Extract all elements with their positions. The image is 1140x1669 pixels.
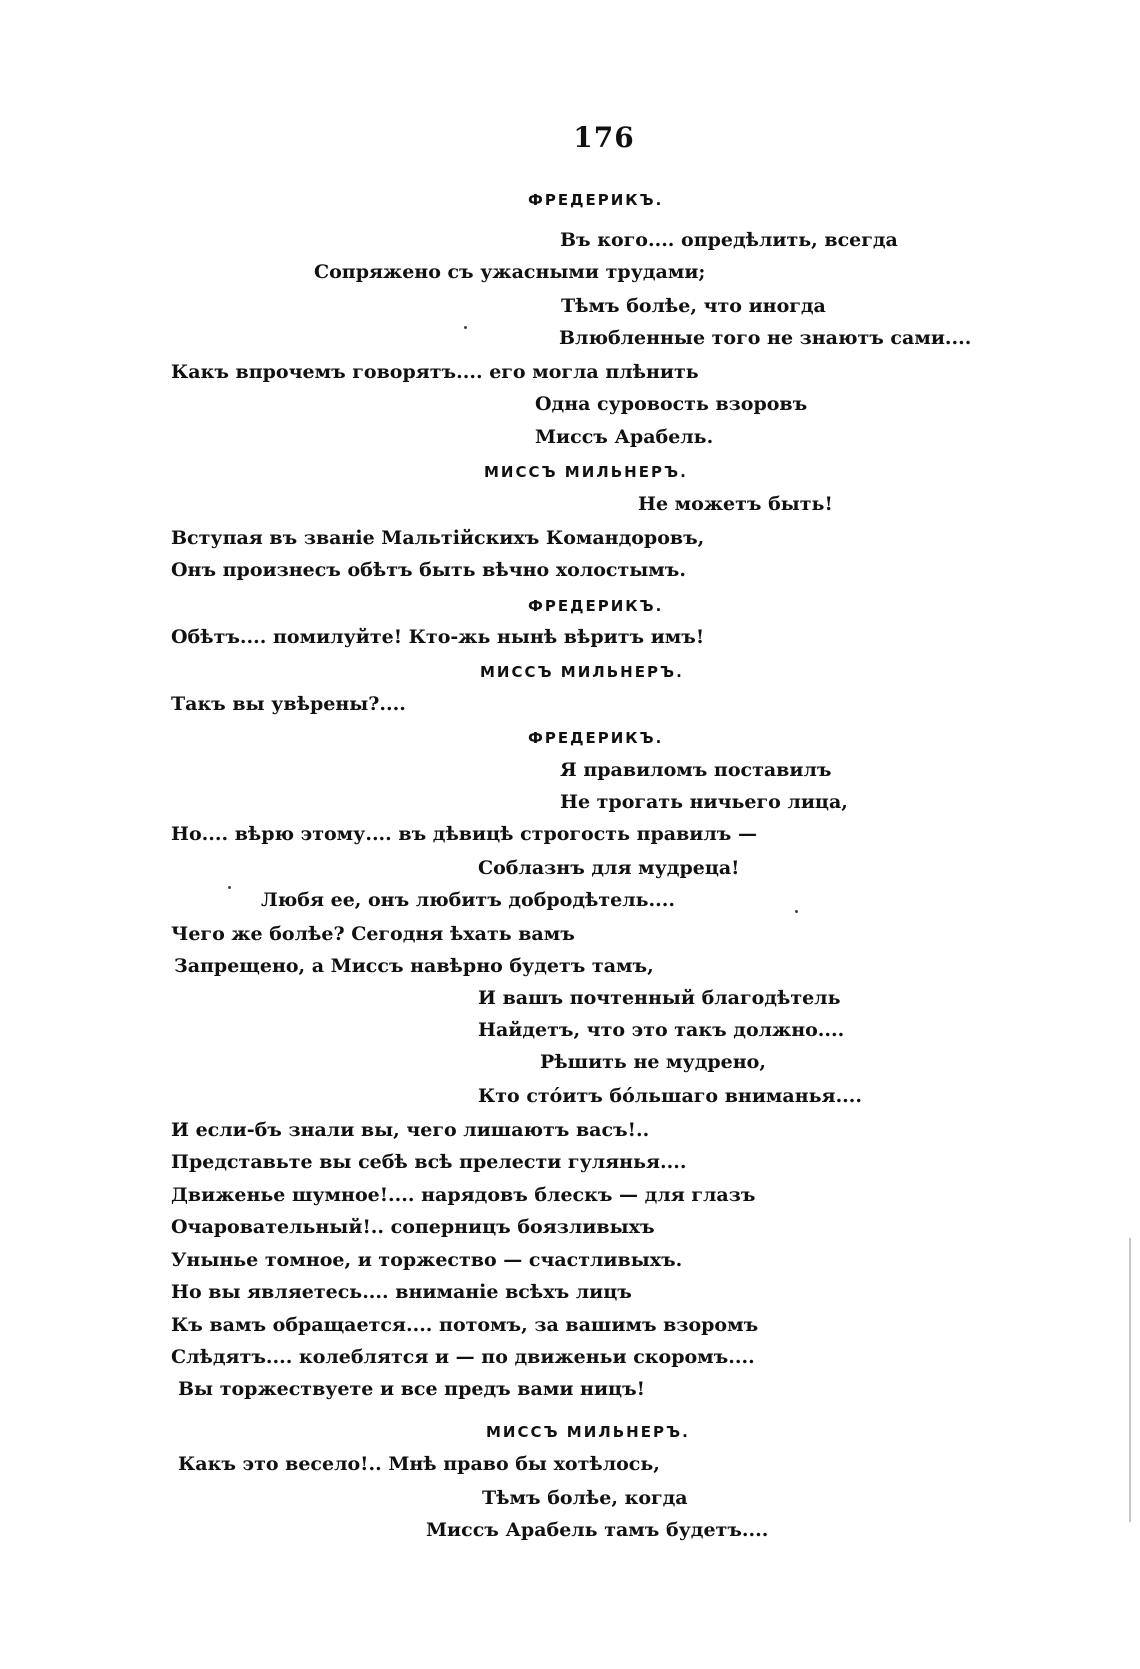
ink-speck — [228, 886, 231, 889]
verse-line: Какъ это весело!.. Мнѣ право бы хотѣлось, — [178, 1453, 660, 1475]
speaker-name: МИССЪ МИЛЬНЕРЪ. — [480, 663, 684, 681]
verse-line: Онъ произнесъ обѣтъ быть вѣчно холостымъ. — [171, 559, 686, 581]
verse-line: Слѣдятъ.... колеблятся и — по движеньи скоромъ.... — [171, 1346, 755, 1368]
verse-line: Не трогать ничьего лица, — [560, 791, 848, 813]
verse-line: Въ кого.... опредѣлить, всегда — [560, 229, 898, 251]
verse-line: Влюбленные того не знаютъ сами.... — [559, 327, 972, 349]
verse-line: Сопряжено съ ужасными трудами; — [314, 261, 706, 283]
verse-line: Какъ впрочемъ говорятъ.... его могла плѣнить — [171, 361, 699, 383]
page-number: 176 — [573, 121, 635, 154]
verse-line: И вашъ почтенный благодѣтель — [478, 987, 841, 1009]
verse-line: Тѣмъ болѣе, что иногда — [561, 295, 826, 317]
ink-speck — [464, 326, 467, 329]
verse-line: Представьте вы себѣ всѣ прелести гулянья.... — [171, 1151, 687, 1173]
verse-line: Унынье томное, и торжество — счастливыхъ. — [171, 1249, 683, 1271]
verse-line: Вы торжествуете и все предъ вами ницъ! — [178, 1378, 645, 1400]
verse-line: Движенье шумное!.... нарядовъ блескъ — для глазъ — [171, 1184, 756, 1206]
speaker-name: ФРЕДЕРИКЪ. — [528, 597, 664, 615]
verse-line: Очаровательный!.. соперницъ боязливыхъ — [171, 1216, 655, 1238]
verse-line: Къ вамъ обращается.... потомъ, за вашимъ взоромъ — [171, 1314, 759, 1336]
verse-line: Найдетъ, что это такъ должно.... — [478, 1019, 845, 1041]
speaker-name: ФРЕДЕРИКЪ. — [528, 191, 664, 209]
verse-line: Соблазнъ для мудреца! — [478, 857, 740, 879]
verse-line: Но вы являетесь.... вниманіе всѣхъ лицъ — [171, 1281, 632, 1303]
margin-rule — [1129, 1238, 1131, 1522]
verse-line: Не можетъ быть! — [638, 493, 833, 515]
speaker-name: МИССЪ МИЛЬНЕРЪ. — [484, 463, 688, 481]
speaker-name: МИССЪ МИЛЬНЕРЪ. — [486, 1423, 690, 1441]
verse-line: Чего же болѣе? Сегодня ѣхать вамъ — [171, 923, 575, 945]
verse-line: И если-бъ знали вы, чего лишаютъ васъ!.. — [171, 1119, 650, 1141]
verse-line: Кто стóитъ бóльшаго вниманья.... — [478, 1085, 863, 1107]
verse-line: Рѣшить не мудрено, — [540, 1051, 766, 1073]
ink-speck — [795, 910, 798, 913]
speaker-name: ФРЕДЕРИКЪ. — [528, 729, 664, 747]
verse-line: Запрещено, а Миссъ навѣрно будетъ тамъ, — [174, 955, 654, 977]
verse-line: Любя ее, онъ любитъ добродѣтель.... — [261, 889, 675, 911]
verse-line: Вступая въ званіе Мальтійскихъ Командоровъ, — [171, 527, 705, 549]
verse-line: Обѣтъ.... помилуйте! Кто-жь нынѣ вѣритъ имъ! — [171, 626, 705, 648]
verse-line: Миссъ Арабель тамъ будетъ.... — [426, 1519, 769, 1541]
verse-line: Одна суровость взоровъ — [535, 393, 808, 415]
verse-line: Тѣмъ болѣе, когда — [482, 1487, 688, 1509]
verse-line: Миссъ Арабель. — [535, 426, 714, 448]
verse-line: Но.... вѣрю этому.... въ дѣвицѣ строгость правилъ — — [171, 823, 757, 845]
verse-line: Я правиломъ поставилъ — [560, 759, 832, 781]
verse-line: Такъ вы увѣрены?.... — [171, 693, 406, 715]
